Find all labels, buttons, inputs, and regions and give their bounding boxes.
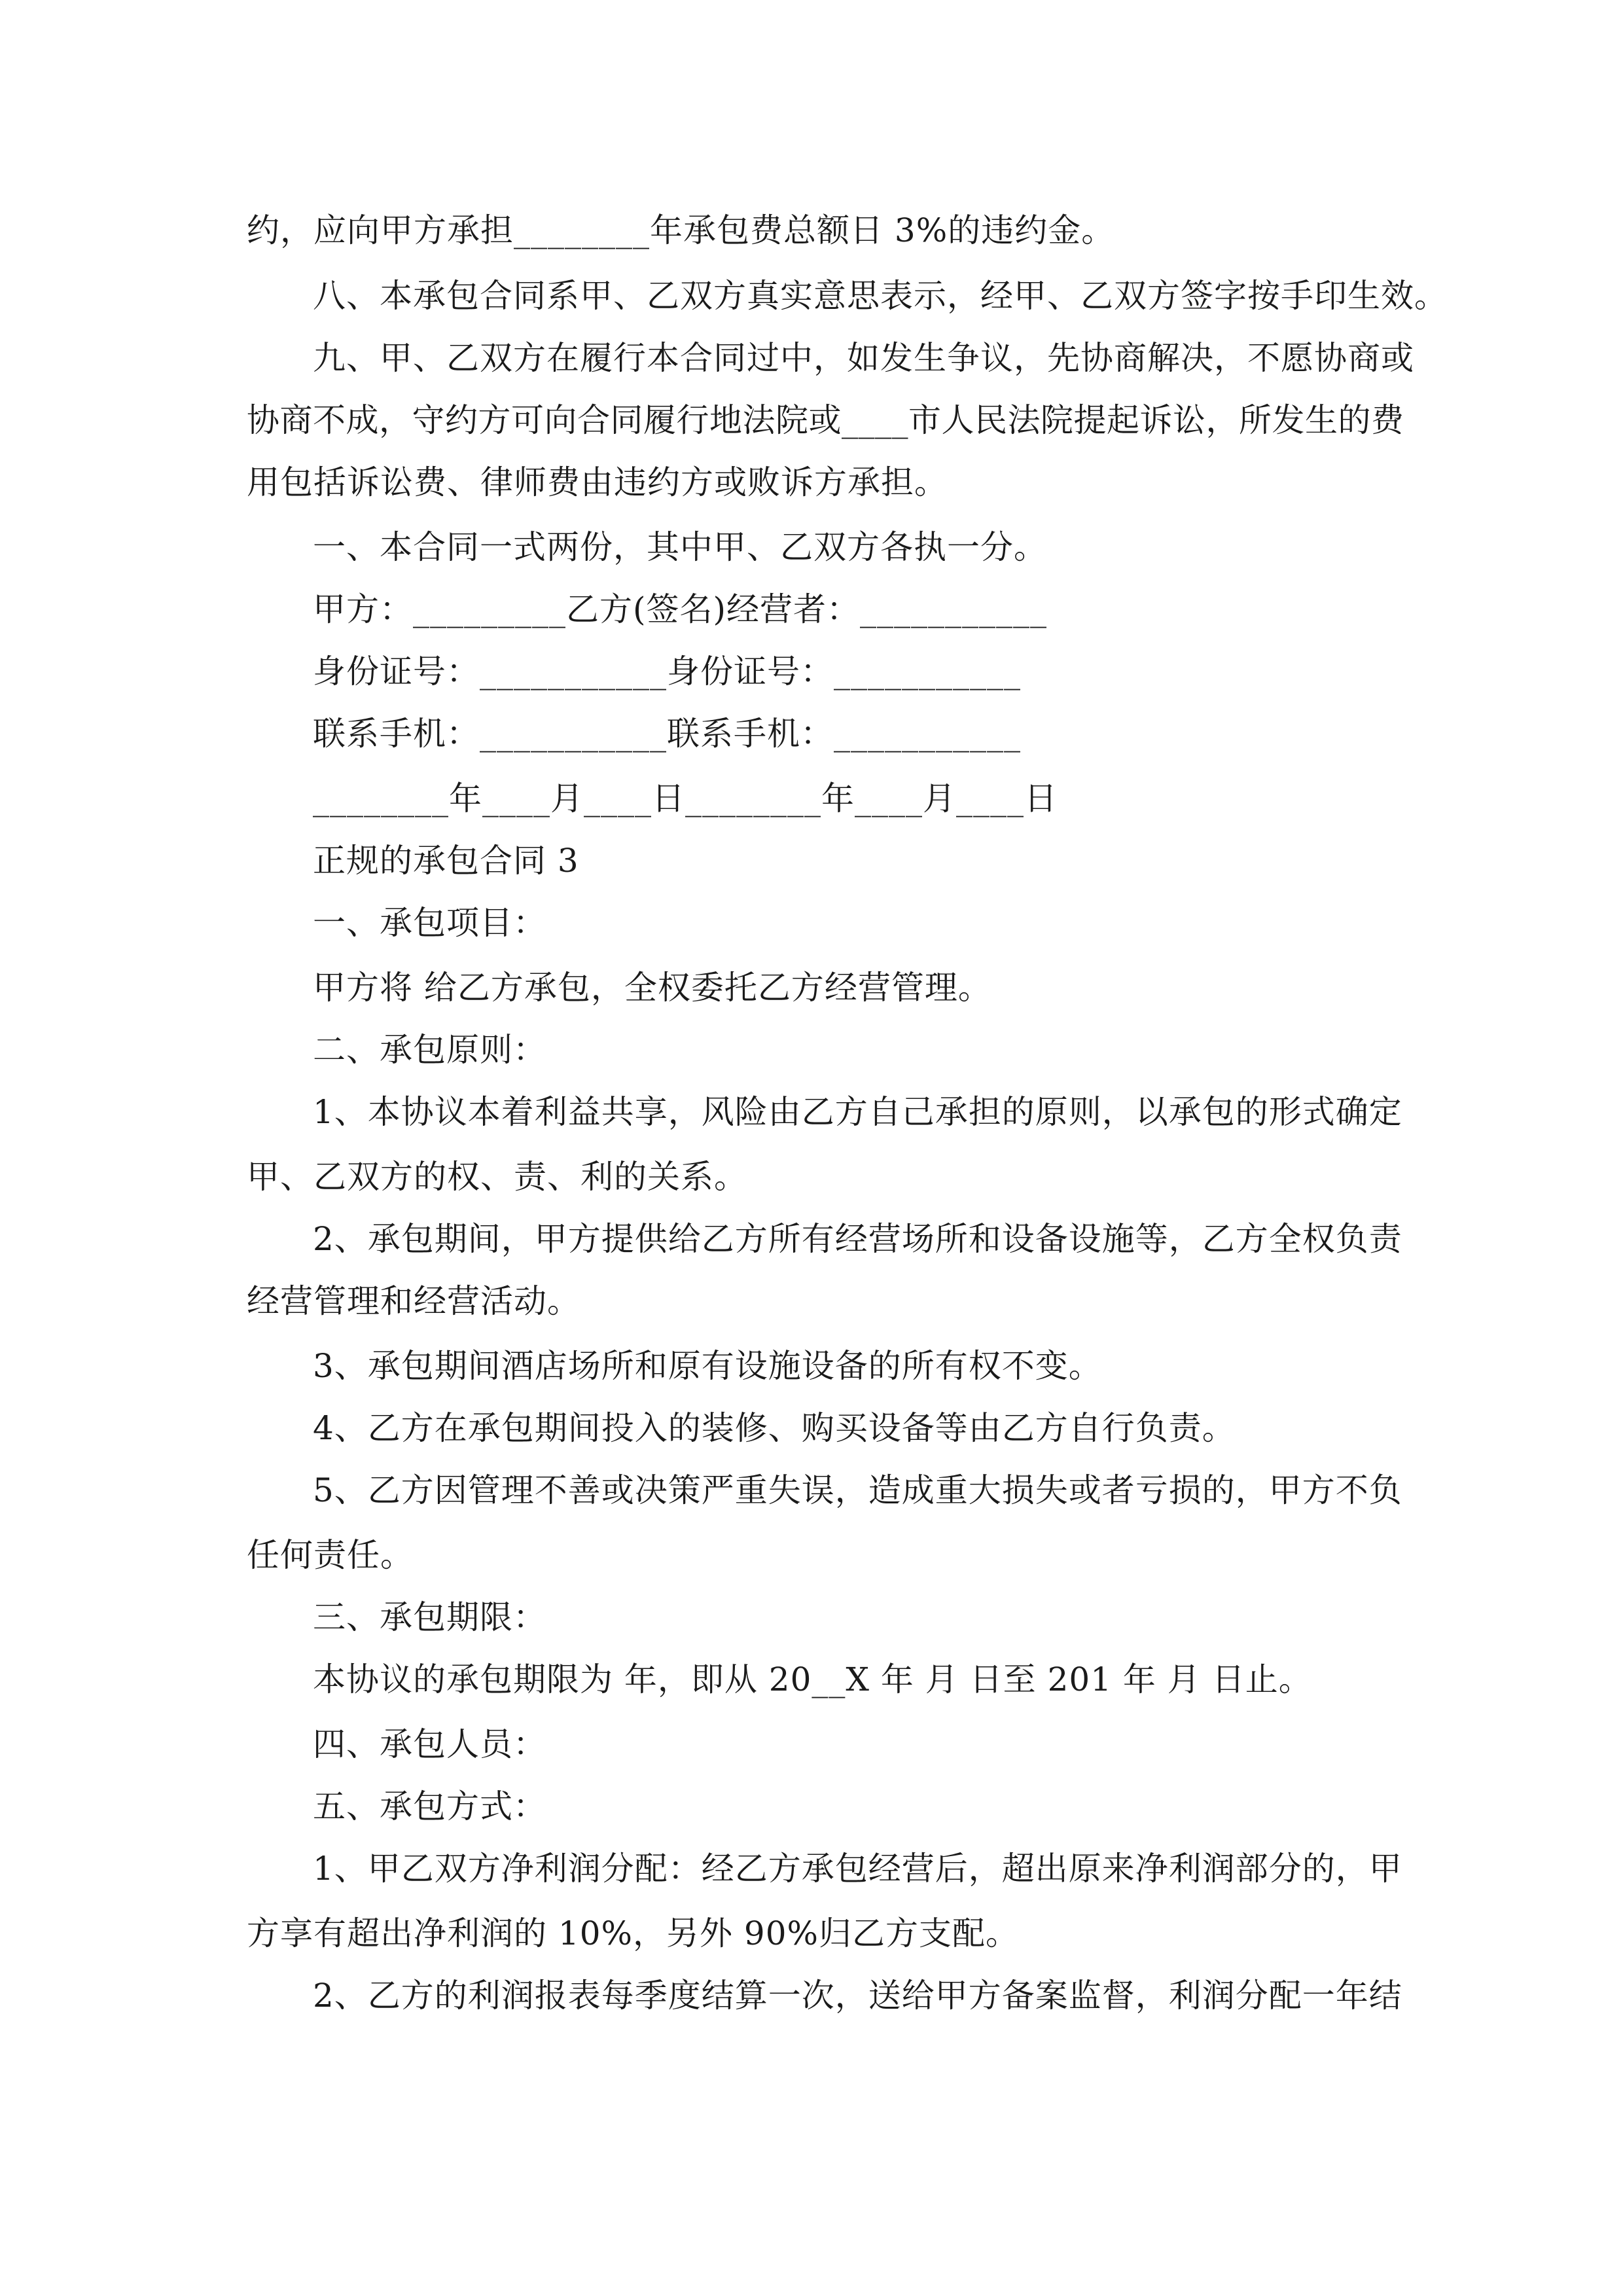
clause-9-line-3: 用包括诉讼费、律师费由违约方或败诉方承担。 xyxy=(247,463,948,501)
section-title: 正规的承包合同 3 xyxy=(313,842,579,880)
principle-5-line-2: 任何责任。 xyxy=(247,1536,414,1574)
heading-personnel: 四、承包人员： xyxy=(313,1725,546,1763)
principle-3: 3、承包期间酒店场所和原有设施设备的所有权不变。 xyxy=(313,1347,1102,1385)
signature-dates: ________年____月____日________年____月____日 xyxy=(313,780,1058,817)
clause-8: 八、本承包合同系甲、乙双方真实意思表示，经甲、乙双方签字按手印生效。 xyxy=(313,277,1448,315)
heading-method: 五、承包方式： xyxy=(313,1787,546,1825)
method-2: 2、乙方的利润报表每季度结算一次，送给甲方备案监督，利润分配一年结 xyxy=(313,1977,1402,2015)
clause-9: 九、甲、乙双方在履行本合同过中，如发生争议，先协商解决，不愿协商或 xyxy=(313,339,1414,377)
principle-5: 5、乙方因管理不善或决策严重失误，造成重大损失或者亏损的，甲方不负 xyxy=(313,1471,1402,1509)
signature-id-numbers: 身份证号：___________身份证号：___________ xyxy=(313,653,1021,691)
principle-1-line-2: 甲、乙双方的权、责、利的关系。 xyxy=(247,1158,747,1196)
method-1: 1、甲乙双方净利润分配：经乙方承包经营后，超出原来净利润部分的，甲 xyxy=(313,1850,1402,1888)
text-line-penalty: 约，应向甲方承担________年承包费总额日 3%的违约金。 xyxy=(247,211,1115,249)
clause-copies: 一、本合同一式两份，其中甲、乙双方各执一分。 xyxy=(313,528,1047,566)
principle-1: 1、本协议本着利益共享，风险由乙方自己承担的原则，以承包的形式确定 xyxy=(313,1093,1402,1131)
method-1-line-2: 方享有超出净利润的 10%，另外 90%归乙方支配。 xyxy=(247,1914,1020,1952)
term-text: 本协议的承包期限为 年，即从 20__X 年 月 日至 201 年 月 日止。 xyxy=(313,1660,1312,1698)
principle-2-line-2: 经营管理和经营活动。 xyxy=(247,1282,580,1320)
signature-phones: 联系手机：___________联系手机：___________ xyxy=(313,715,1021,753)
signature-parties: 甲方：_________乙方(签名)经营者：___________ xyxy=(313,590,1048,628)
heading-project: 一、承包项目： xyxy=(313,904,546,942)
principle-4: 4、乙方在承包期间投入的装修、购买设备等由乙方自行负责。 xyxy=(313,1409,1236,1447)
project-text: 甲方将 给乙方承包，全权委托乙方经营管理。 xyxy=(313,969,991,1007)
clause-9-line-2: 协商不成，守约方可向合同履行地法院或____市人民法院提起诉讼，所发生的费 xyxy=(247,401,1404,439)
heading-term: 三、承包期限： xyxy=(313,1598,546,1636)
heading-principles: 二、承包原则： xyxy=(313,1031,546,1069)
principle-2: 2、承包期间，甲方提供给乙方所有经营场所和设备设施等，乙方全权负责 xyxy=(313,1220,1402,1258)
